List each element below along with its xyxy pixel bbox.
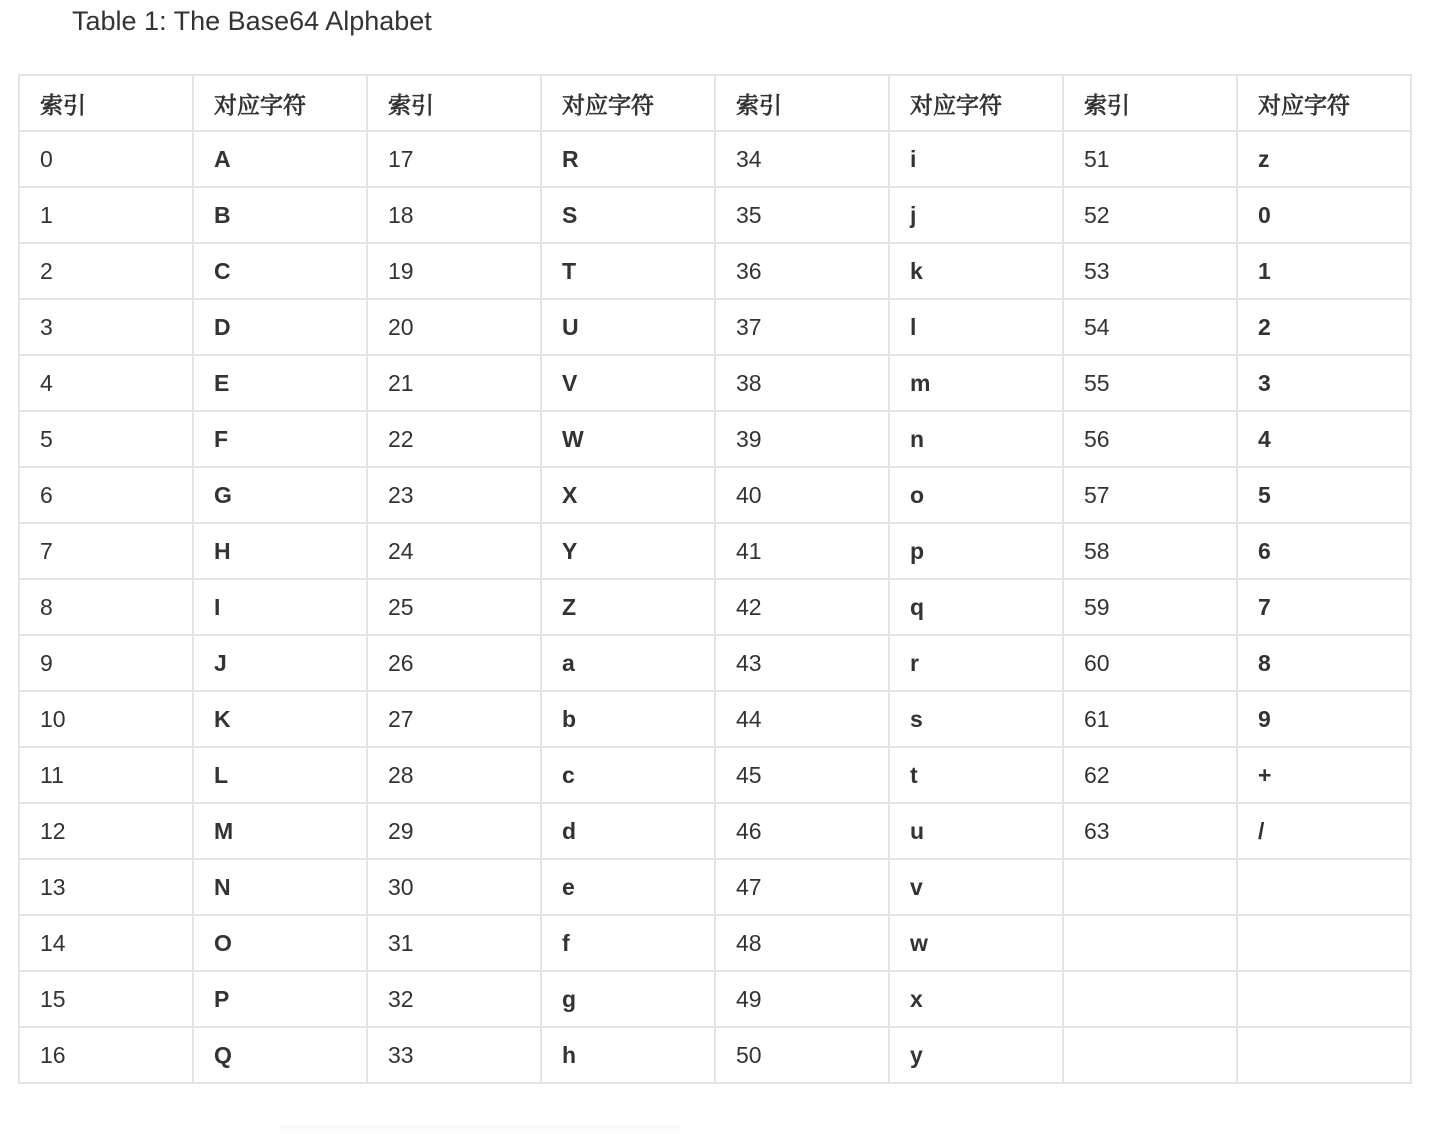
char-cell: l — [889, 299, 1063, 355]
char-cell: 8 — [1237, 635, 1411, 691]
index-cell: 29 — [367, 803, 541, 859]
char-cell: n — [889, 411, 1063, 467]
index-cell: 49 — [715, 971, 889, 1027]
index-cell: 56 — [1063, 411, 1237, 467]
index-cell: 44 — [715, 691, 889, 747]
char-cell: 9 — [1237, 691, 1411, 747]
index-cell: 21 — [367, 355, 541, 411]
char-cell: e — [541, 859, 715, 915]
index-cell: 39 — [715, 411, 889, 467]
index-cell: 11 — [19, 747, 193, 803]
char-cell: E — [193, 355, 367, 411]
char-cell: D — [193, 299, 367, 355]
table-row — [19, 467, 1411, 523]
char-cell: L — [193, 747, 367, 803]
index-cell: 22 — [367, 411, 541, 467]
index-cell: 4 — [19, 355, 193, 411]
header-index-3: 索引 — [715, 75, 889, 131]
char-cell: 7 — [1237, 579, 1411, 635]
header-row — [19, 75, 1411, 131]
char-cell: 5 — [1237, 467, 1411, 523]
index-cell: 40 — [715, 467, 889, 523]
index-cell: 20 — [367, 299, 541, 355]
char-cell: 1 — [1237, 243, 1411, 299]
char-cell: v — [889, 859, 1063, 915]
index-cell: 13 — [19, 859, 193, 915]
char-cell: I — [193, 579, 367, 635]
index-cell: 17 — [367, 131, 541, 187]
index-cell: 12 — [19, 803, 193, 859]
index-cell — [1063, 1027, 1237, 1083]
table-header — [19, 75, 1411, 131]
index-cell: 46 — [715, 803, 889, 859]
char-cell: j — [889, 187, 1063, 243]
index-cell: 26 — [367, 635, 541, 691]
index-cell: 48 — [715, 915, 889, 971]
char-cell — [1237, 1027, 1411, 1083]
char-cell: y — [889, 1027, 1063, 1083]
header-index-2: 索引 — [367, 75, 541, 131]
char-cell: B — [193, 187, 367, 243]
header-char-1: 对应字符 — [193, 75, 367, 131]
index-cell: 18 — [367, 187, 541, 243]
index-cell: 14 — [19, 915, 193, 971]
table-row — [19, 803, 1411, 859]
index-cell: 25 — [367, 579, 541, 635]
table-row — [19, 299, 1411, 355]
char-cell: f — [541, 915, 715, 971]
table-row — [19, 411, 1411, 467]
index-cell — [1063, 915, 1237, 971]
char-cell: p — [889, 523, 1063, 579]
table-row — [19, 747, 1411, 803]
index-cell: 57 — [1063, 467, 1237, 523]
index-cell: 43 — [715, 635, 889, 691]
index-cell: 16 — [19, 1027, 193, 1083]
char-cell: 3 — [1237, 355, 1411, 411]
char-cell: Y — [541, 523, 715, 579]
index-cell: 23 — [367, 467, 541, 523]
table-row — [19, 1027, 1411, 1083]
char-cell: R — [541, 131, 715, 187]
index-cell: 15 — [19, 971, 193, 1027]
char-cell: w — [889, 915, 1063, 971]
index-cell: 27 — [367, 691, 541, 747]
char-cell: K — [193, 691, 367, 747]
index-cell: 31 — [367, 915, 541, 971]
index-cell: 19 — [367, 243, 541, 299]
char-cell: N — [193, 859, 367, 915]
char-cell: + — [1237, 747, 1411, 803]
char-cell: H — [193, 523, 367, 579]
char-cell: q — [889, 579, 1063, 635]
char-cell: M — [193, 803, 367, 859]
index-cell: 51 — [1063, 131, 1237, 187]
char-cell — [1237, 859, 1411, 915]
char-cell: h — [541, 1027, 715, 1083]
char-cell: G — [193, 467, 367, 523]
header-char-2: 对应字符 — [541, 75, 715, 131]
table-row — [19, 971, 1411, 1027]
index-cell: 24 — [367, 523, 541, 579]
char-cell: o — [889, 467, 1063, 523]
char-cell: S — [541, 187, 715, 243]
index-cell: 10 — [19, 691, 193, 747]
index-cell: 8 — [19, 579, 193, 635]
base64-alphabet-table — [18, 74, 1412, 1084]
char-cell: a — [541, 635, 715, 691]
char-cell: 2 — [1237, 299, 1411, 355]
table-row — [19, 187, 1411, 243]
table-row — [19, 523, 1411, 579]
char-cell: i — [889, 131, 1063, 187]
char-cell: F — [193, 411, 367, 467]
header-index-4: 索引 — [1063, 75, 1237, 131]
char-cell: W — [541, 411, 715, 467]
index-cell: 50 — [715, 1027, 889, 1083]
char-cell: b — [541, 691, 715, 747]
table-row — [19, 691, 1411, 747]
char-cell: Z — [541, 579, 715, 635]
index-cell: 7 — [19, 523, 193, 579]
char-cell: s — [889, 691, 1063, 747]
index-cell: 5 — [19, 411, 193, 467]
table-row — [19, 243, 1411, 299]
char-cell: U — [541, 299, 715, 355]
char-cell: m — [889, 355, 1063, 411]
index-cell: 6 — [19, 467, 193, 523]
char-cell: V — [541, 355, 715, 411]
table-row — [19, 579, 1411, 635]
table-row — [19, 355, 1411, 411]
char-cell: A — [193, 131, 367, 187]
index-cell: 34 — [715, 131, 889, 187]
index-cell: 63 — [1063, 803, 1237, 859]
char-cell: X — [541, 467, 715, 523]
table-row — [19, 859, 1411, 915]
char-cell: Q — [193, 1027, 367, 1083]
char-cell: 0 — [1237, 187, 1411, 243]
table-row — [19, 915, 1411, 971]
index-cell: 28 — [367, 747, 541, 803]
index-cell: 3 — [19, 299, 193, 355]
index-cell: 32 — [367, 971, 541, 1027]
char-cell: x — [889, 971, 1063, 1027]
table-row — [19, 635, 1411, 691]
index-cell: 61 — [1063, 691, 1237, 747]
char-cell: t — [889, 747, 1063, 803]
index-cell: 36 — [715, 243, 889, 299]
char-cell: / — [1237, 803, 1411, 859]
index-cell: 1 — [19, 187, 193, 243]
char-cell: 6 — [1237, 523, 1411, 579]
index-cell: 0 — [19, 131, 193, 187]
index-cell: 47 — [715, 859, 889, 915]
char-cell: J — [193, 635, 367, 691]
index-cell: 54 — [1063, 299, 1237, 355]
char-cell: 4 — [1237, 411, 1411, 467]
table-caption: Table 1: The Base64 Alphabet — [72, 6, 432, 36]
index-cell: 45 — [715, 747, 889, 803]
index-cell: 59 — [1063, 579, 1237, 635]
index-cell: 2 — [19, 243, 193, 299]
char-cell: k — [889, 243, 1063, 299]
char-cell: P — [193, 971, 367, 1027]
index-cell: 9 — [19, 635, 193, 691]
header-char-4: 对应字符 — [1237, 75, 1411, 131]
char-cell: c — [541, 747, 715, 803]
char-cell: u — [889, 803, 1063, 859]
char-cell: g — [541, 971, 715, 1027]
index-cell: 58 — [1063, 523, 1237, 579]
char-cell: z — [1237, 131, 1411, 187]
index-cell: 33 — [367, 1027, 541, 1083]
index-cell: 60 — [1063, 635, 1237, 691]
char-cell: O — [193, 915, 367, 971]
char-cell: d — [541, 803, 715, 859]
index-cell: 38 — [715, 355, 889, 411]
header-char-3: 对应字符 — [889, 75, 1063, 131]
index-cell — [1063, 859, 1237, 915]
index-cell: 55 — [1063, 355, 1237, 411]
index-cell: 41 — [715, 523, 889, 579]
index-cell: 37 — [715, 299, 889, 355]
char-cell — [1237, 915, 1411, 971]
char-cell: C — [193, 243, 367, 299]
index-cell: 53 — [1063, 243, 1237, 299]
index-cell — [1063, 971, 1237, 1027]
char-cell — [1237, 971, 1411, 1027]
index-cell: 52 — [1063, 187, 1237, 243]
char-cell: r — [889, 635, 1063, 691]
table-body — [19, 131, 1411, 1083]
index-cell: 42 — [715, 579, 889, 635]
char-cell: T — [541, 243, 715, 299]
index-cell: 62 — [1063, 747, 1237, 803]
index-cell: 30 — [367, 859, 541, 915]
header-index-1: 索引 — [19, 75, 193, 131]
table-row — [19, 131, 1411, 187]
bottom-shadow — [280, 1126, 680, 1134]
index-cell: 35 — [715, 187, 889, 243]
